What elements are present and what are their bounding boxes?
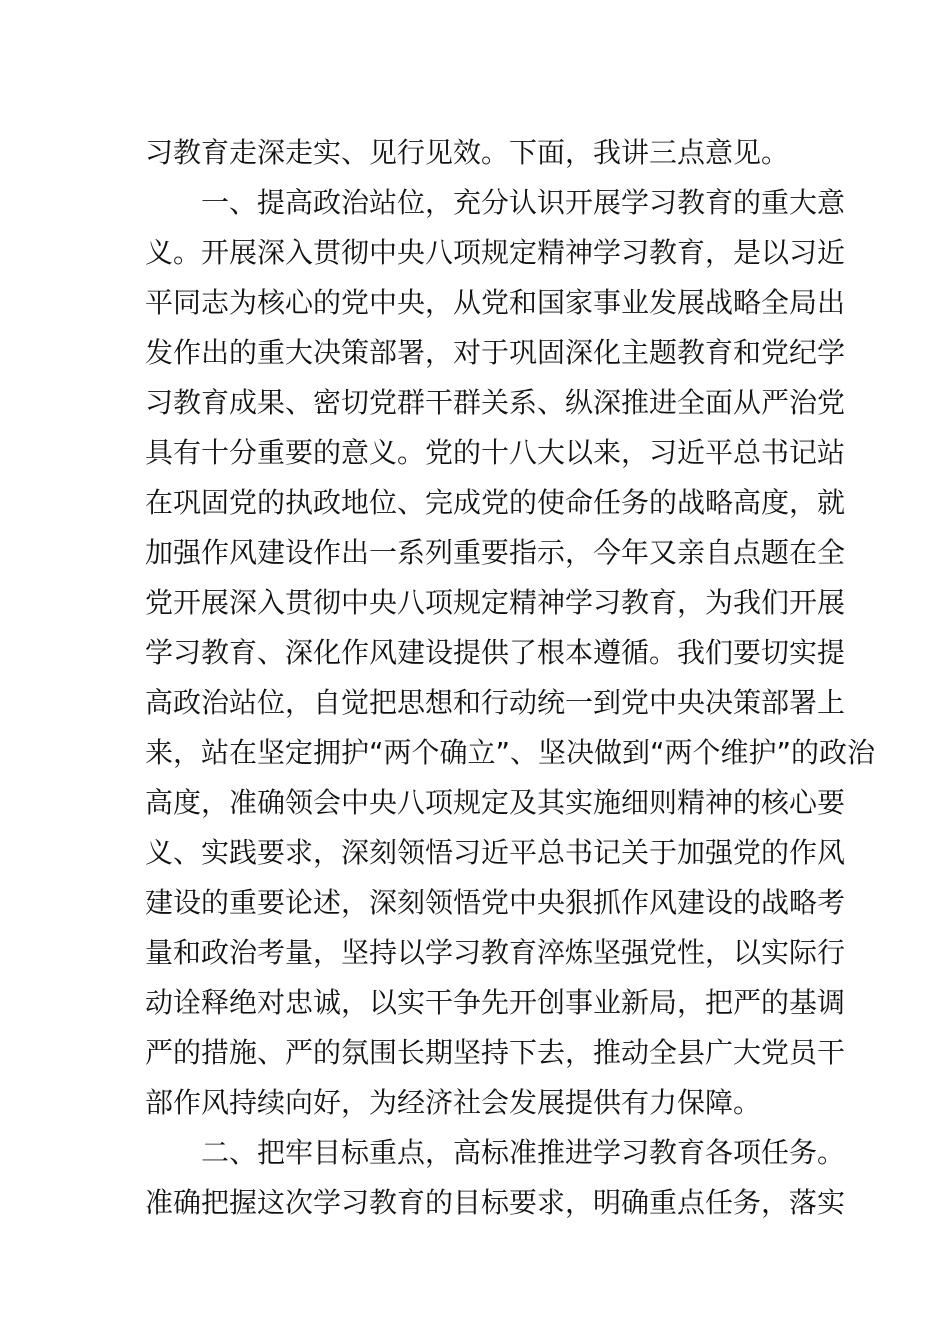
text-line-9: 加强作风建设作出一系列重要指示，今年又亲自点题在全	[145, 536, 846, 569]
text-line-8: 在巩固党的执政地位、完成党的使命任务的战略高度，就	[145, 486, 846, 519]
text-line-10: 党开展深入贯彻中央八项规定精神学习教育，为我们开展	[145, 586, 846, 619]
text-line-20: 部作风持续向好，为经济社会发展提供有力保障。	[145, 1086, 762, 1119]
text-line-6: 习教育成果、密切党群干群关系、纵深推进全面从严治党	[145, 386, 846, 419]
text-line-14: 高度，准确领会中央八项规定及其实施细则精神的核心要	[145, 786, 846, 819]
text-line-11: 学习教育、深化作风建设提供了根本遵循。我们要切实提	[145, 636, 846, 669]
text-line-15: 义、实践要求，深刻领悟习近平总书记关于加强党的作风	[145, 836, 846, 869]
text-line-1: 习教育走深走实、见行见效。下面，我讲三点意见。	[145, 136, 790, 169]
text-line-3: 义。开展深入贯彻中央八项规定精神学习教育，是以习近	[145, 236, 846, 269]
text-line-7: 具有十分重要的意义。党的十八大以来，习近平总书记站	[145, 436, 846, 469]
text-line-12: 高政治站位，自觉把思想和行动统一到党中央决策部署上	[145, 686, 846, 719]
text-line-17: 量和政治考量，坚持以学习教育淬炼坚强党性，以实际行	[145, 936, 846, 969]
text-line-22: 准确把握这次学习教育的目标要求，明确重点任务，落实	[145, 1186, 846, 1219]
text-line-4: 平同志为核心的党中央，从党和国家事业发展战略全局出	[145, 286, 846, 319]
text-line-13: 来，站在坚定拥护“两个确立”、坚决做到“两个维护”的政治	[145, 736, 876, 769]
text-line-2: 一、提高政治站位，充分认识开展学习教育的重大意	[145, 186, 846, 219]
document-body	[145, 128, 876, 1228]
text-line-16: 建设的重要论述，深刻领悟党中央狠抓作风建设的战略考	[145, 886, 846, 919]
text-line-21: 二、把牢目标重点，高标准推进学习教育各项任务。	[145, 1136, 846, 1169]
text-line-18: 动诠释绝对忠诚，以实干争先开创事业新局，把严的基调	[145, 986, 846, 1019]
text-line-5: 发作出的重大决策部署，对于巩固深化主题教育和党纪学	[145, 336, 846, 369]
text-line-19: 严的措施、严的氛围长期坚持下去，推动全县广大党员干	[145, 1036, 846, 1069]
